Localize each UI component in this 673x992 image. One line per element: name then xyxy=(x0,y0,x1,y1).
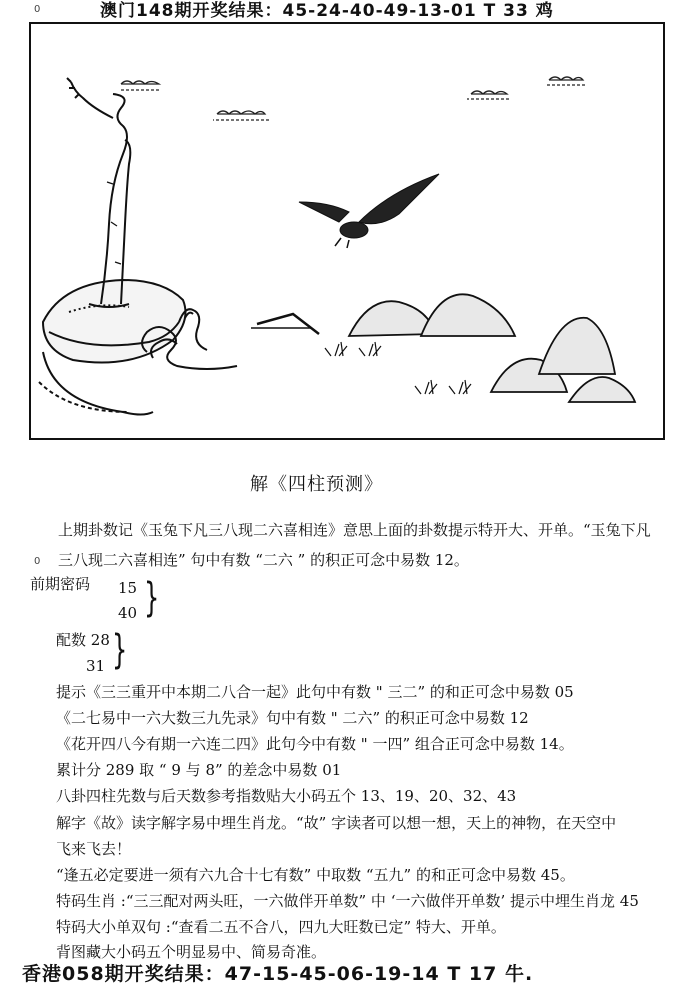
previous-code-value: 40 xyxy=(118,604,138,622)
paragraph-line: 三八现二六喜相连” 句中有数 “二六 ” 的积正可念中易数 12。 xyxy=(58,551,469,569)
brace-icon: } xyxy=(144,575,160,621)
body-line: 八卦四柱先数与后天数参考指数贴大小码五个 13、19、20、32、43 xyxy=(56,787,517,805)
paragraph-line: 上期卦数记《玉兔下凡三八现二六喜相连》意思上面的卦数提示特开大、开单。“玉兔下凡 xyxy=(58,521,651,539)
cloud xyxy=(549,77,583,80)
body-line: 飞来飞去！ xyxy=(56,840,132,858)
page-footer: 香港058期开奖结果：47-15-45-06-19-14 T 17 牛. xyxy=(22,963,534,985)
previous-code-value: 15 xyxy=(118,579,138,597)
body-line: “逢五必定要进一须有六九合十七有数” 中取数 “五九” 的和正可念中易数 45。 xyxy=(56,866,575,884)
body-line: 背图藏大小码五个明显易中、简易奇准。 xyxy=(56,943,327,961)
section-title: 解《四柱预测》 xyxy=(250,474,383,495)
margin-mark-top: 0 xyxy=(34,4,41,15)
plants xyxy=(325,342,471,394)
cloud xyxy=(121,81,159,84)
brace-icon: } xyxy=(112,627,128,673)
page-header: 澳门148期开奖结果：45-24-40-49-13-01 T 33 鸡 xyxy=(100,1,554,21)
cloud xyxy=(217,111,265,114)
body-line: 《二七易中一六大数三九先录》句中有数 " 二六” 的积正可念中易数 12 xyxy=(56,709,529,727)
body-line: 解字《故》读字解字易中埋生肖龙。“故” 字读者可以想一想，天上的神物，在天空中 xyxy=(56,814,617,832)
pair-label-text: 配数 xyxy=(56,631,87,649)
pair-value: 28 xyxy=(90,631,110,649)
body-line: 特码生肖 :“三三配对两头旺，一六做伴开单数” 中 ‘一六做伴开单数’ 提示中埋生肖龙 45 xyxy=(56,892,639,910)
clouds-group xyxy=(119,77,585,120)
previous-codes-label: 前期密码 xyxy=(30,575,91,593)
rock-platform xyxy=(39,280,185,415)
illustration xyxy=(29,22,665,440)
body-line: 累计分 289 取 “ 9 与 8” 的差念中易数 01 xyxy=(56,761,342,779)
tree xyxy=(67,78,130,307)
body-line: 《花开四八今有期一六连二四》此句今中有数 " 一四” 组合正可念中易数 14。 xyxy=(56,735,574,753)
body-line: 特码大小单双句 :“查看二五不合八，四九大旺数已定” 特大、开单。 xyxy=(56,918,506,936)
cloud xyxy=(471,91,507,94)
eagle xyxy=(299,174,439,248)
body-line: 提示《三三重开中本期二八合一起》此句中有数 " 三二” 的和正可念中易数 05 xyxy=(56,683,574,701)
mountains xyxy=(349,294,635,402)
pair-value: 31 xyxy=(86,657,106,675)
pair-numbers-label xyxy=(56,630,110,650)
margin-mark-middle: 0 xyxy=(34,556,41,567)
triangle-shape xyxy=(257,314,319,334)
